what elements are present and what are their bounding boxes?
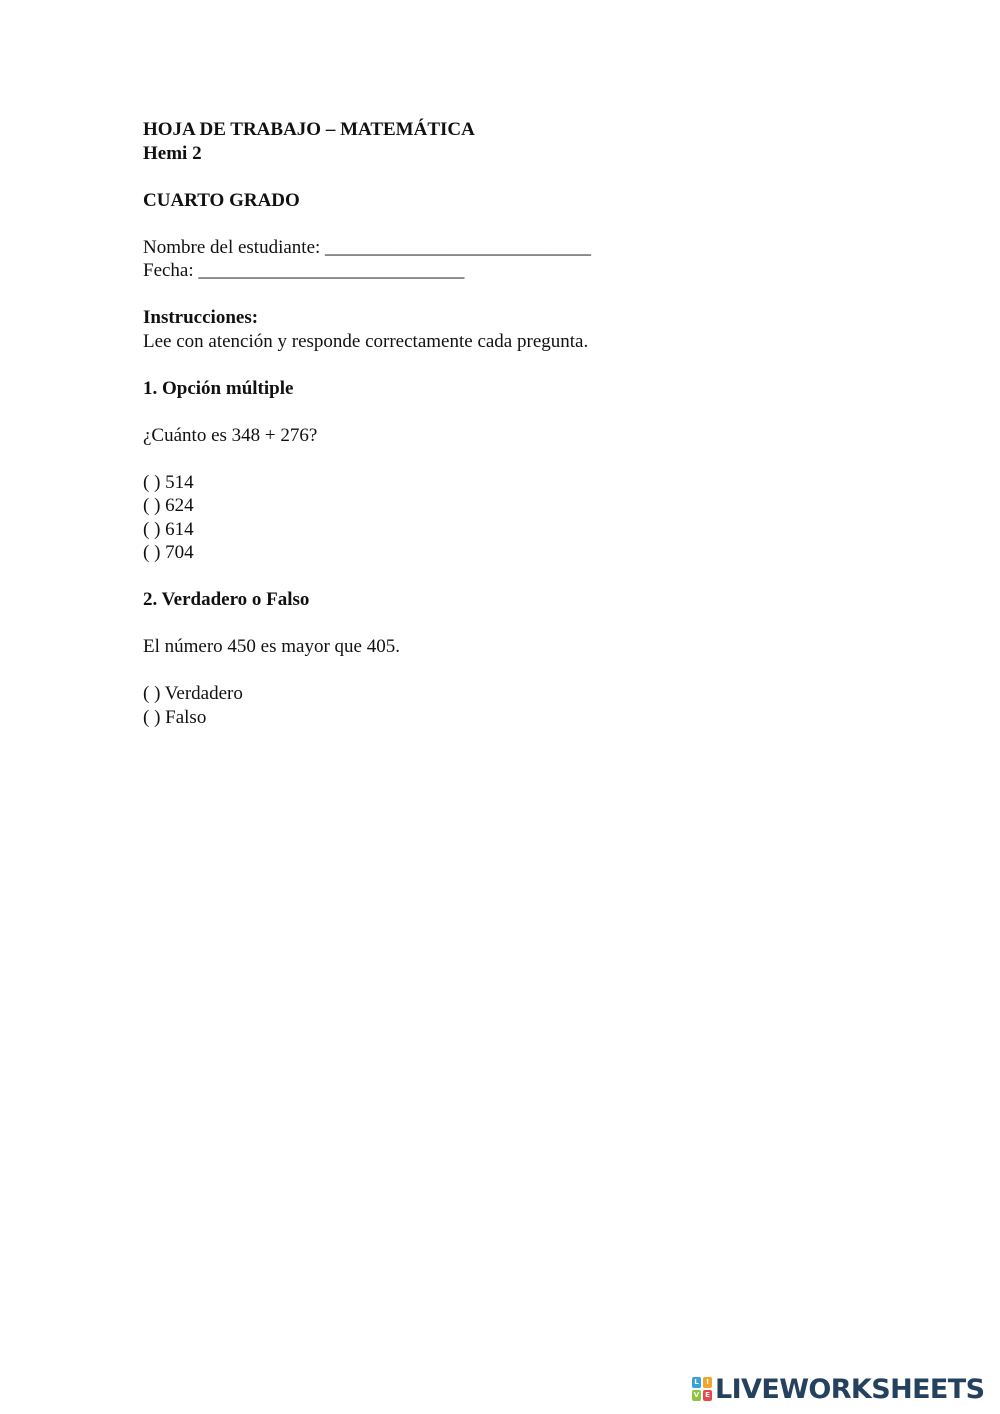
option-614[interactable]: ( ) 614: [143, 518, 194, 540]
option-704[interactable]: ( ) 704: [143, 542, 194, 563]
logo-letter-l: L: [692, 1377, 701, 1388]
brand-name: LIVEWORKSHEETS: [715, 1373, 985, 1405]
liveworksheets-brand[interactable]: [692, 1373, 984, 1405]
section-2-heading: 2. Verdadero o Falso: [143, 589, 310, 610]
liveworksheets-logo-icon: [692, 1377, 712, 1401]
option-verdadero[interactable]: ( ) Verdadero: [143, 683, 243, 704]
logo-letter-v: V: [693, 1391, 700, 1399]
worksheet-subtitle: Hemi 2: [143, 142, 202, 164]
student-name-field[interactable]: Nombre del estudiante: ____________________________: [143, 236, 592, 258]
logo-letter-e: E: [703, 1390, 712, 1401]
worksheet-title: HOJA DE TRABAJO – MATEMÁTICA: [143, 119, 475, 140]
date-field[interactable]: Fecha: ____________________________: [143, 260, 465, 281]
section-1-question: ¿Cuánto es 348 + 276?: [143, 424, 318, 446]
option-624[interactable]: ( ) 624: [143, 495, 194, 516]
section-1-heading: 1. Opción múltiple: [143, 377, 294, 399]
grade-label: CUARTO GRADO: [143, 189, 300, 211]
instructions-text: Lee con atención y responde correctamente cada pregunta.: [143, 330, 589, 352]
option-falso[interactable]: ( ) Falso: [143, 706, 207, 728]
section-2-question: El número 450 es mayor que 405.: [143, 636, 400, 657]
instructions-heading: Instrucciones:: [143, 307, 259, 328]
worksheet: [143, 118, 903, 729]
logo-letter-i: I: [703, 1377, 712, 1388]
option-514[interactable]: ( ) 514: [143, 471, 194, 493]
